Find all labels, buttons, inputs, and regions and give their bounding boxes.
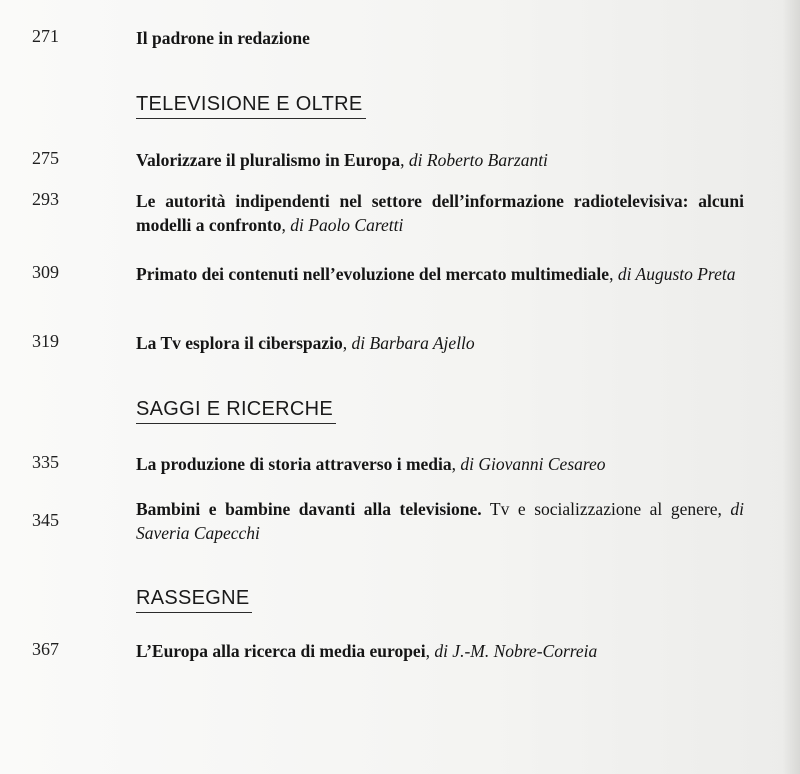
toc-entry-text (136, 189, 744, 237)
toc-entry-author: di J.-M. Nobre-Correia (434, 641, 598, 661)
toc-page-number: 309 (32, 262, 59, 282)
section-divider (136, 612, 252, 613)
section-heading: RASSEGNE (136, 587, 250, 609)
toc-entry-author: di Roberto Barzanti (408, 150, 548, 170)
toc-entry-text (136, 639, 744, 663)
toc-entry-title: Il padrone in redazione (136, 28, 310, 48)
toc-entry-text (136, 331, 744, 355)
section-divider (136, 118, 366, 119)
toc-entry-connector: , (342, 333, 352, 353)
toc-entry-author: di Giovanni Cesareo (460, 454, 606, 474)
toc-entry-text (136, 452, 744, 476)
toc-entry-text (136, 26, 744, 50)
section-heading: SAGGI E RICERCHE (136, 398, 334, 420)
toc-entry-text (136, 262, 744, 286)
toc-entry-author: di Saveria Capecchi (136, 499, 745, 543)
toc-entry-title: La Tv esplora il ciberspazio (136, 333, 343, 353)
toc-entry-text (136, 148, 744, 172)
toc-entry-title: Valorizzare il pluralismo in Europa (136, 150, 401, 170)
toc-page-number: 345 (32, 510, 59, 530)
toc-entry-title: La produzione di storia attraverso i media (136, 454, 452, 474)
toc-entry-connector: , (400, 150, 409, 170)
toc-entry-title: Primato dei contenuti nell’evoluzione del mercato multimediale (136, 264, 610, 284)
toc-entry-connector: Tv e socializzazione al genere, (481, 499, 731, 519)
toc-entry-author: di Barbara Ajello (351, 333, 475, 353)
toc-page-number: 275 (32, 148, 59, 168)
toc-entry-title: L’Europa alla ricerca di media europei (136, 641, 426, 661)
toc-entry-connector: , (451, 454, 461, 474)
toc-page-number: 319 (32, 331, 59, 351)
toc-entry-title: Bambini e bambine davanti alla televisione. (136, 499, 482, 519)
toc-entry-text (136, 497, 744, 545)
toc-entry-connector: , (281, 215, 291, 235)
section-divider (136, 423, 336, 424)
toc-entry-author: di Paolo Caretti (290, 215, 404, 235)
toc-entry-title: Le autorità indipendenti nel settore dell’informazione radiotelevisiva: alcuni modelli a confronto (136, 191, 744, 235)
toc-page-number: 271 (32, 26, 59, 46)
toc-page-number: 335 (32, 452, 59, 472)
section-heading: TELEVISIONE E OLTRE (136, 93, 363, 115)
toc-page-number: 293 (32, 189, 59, 209)
toc-entry-author: di Augusto Preta (617, 264, 736, 284)
toc-entry-connector: , (425, 641, 435, 661)
toc-entry-connector: , (609, 264, 618, 284)
toc-page-number: 367 (32, 639, 59, 659)
